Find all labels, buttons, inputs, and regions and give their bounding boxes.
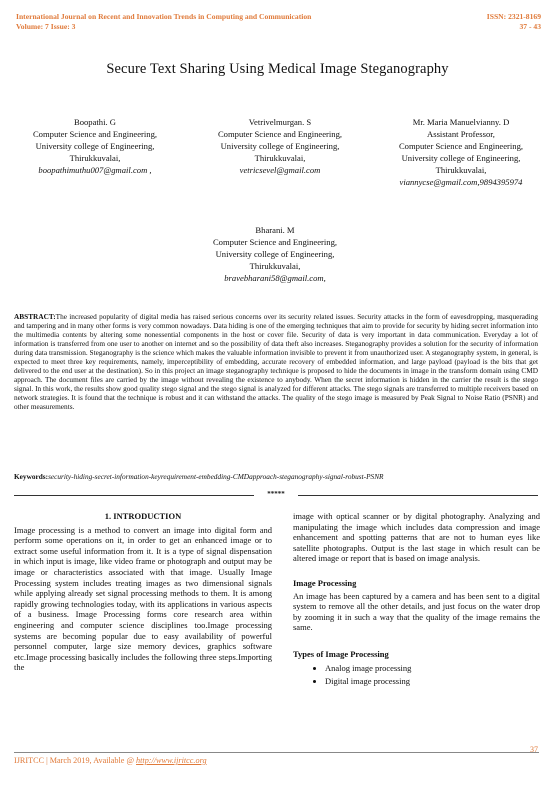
author-city: Thirukkuvalai,	[254, 153, 306, 163]
author-block	[180, 224, 370, 284]
separator-line-left	[14, 495, 254, 496]
abstract-label: ABSTRACT:	[14, 312, 56, 321]
author-college: University college of Engineering,	[220, 141, 340, 151]
abstract-text: The increased popularity of digital media has raised serious concerns over its security related issues. Security attacks in the form of eavesdropping, masquerading and tampering and in many other forms is very common nowadays. Data hiding is one of the emerging techniques that aim to provide for security by hiding secret information into the multimedia contents by altering some nonessential components in the host or cover file. Security of data is very important in data communication. Everyday a lot of information is transferred from one user to another on internet and so the possibility of data theft also increases. Steganography provides a solution for the security of information during data transmission. Steganography is the science which makes the valuable information invisible to prevent it from unauthorized user. A steganography system, in general, is expected to meet three key requirements, namely, imperceptibility of embedding, accurate recovery of embedded information, and large payload (payload is the bits that get delivered to the end user at the destination). So in this project an image steganography technique is proposed to hide the documents in image in the transform domain using CMD approach. The document files are carried by the image without revealing the existence to anybody. When the secret information is hidden in the carrier the result is the stego signal. In this work, the results show good quality stego signal and the stego signal is analyzed for different attacks. The stego signals are transferred to multiple receivers based on network strategies. It is found that the technique is robust and it can withstand the attacks. The quality of the stego image is measured by Peak Signal to Noise Ratio (PSNR) and other measurements.	[14, 312, 538, 412]
author-college: University college of Engineering,	[215, 249, 335, 259]
header-left	[16, 12, 311, 32]
list-item: • Digital image processing	[325, 675, 540, 688]
page-range: 37 - 43	[519, 22, 541, 31]
author-email: vetricsevel@gmail.com	[239, 165, 321, 175]
author-role: Assistant Professor,	[427, 129, 495, 139]
footer-text: IJRITCC | March 2019, Available @	[14, 756, 137, 765]
author-college: University college of Engineering,	[35, 141, 155, 151]
abstract	[14, 312, 538, 412]
author-block	[190, 116, 370, 176]
footer-divider	[14, 752, 539, 753]
page-number: 37	[530, 745, 538, 754]
author-email: viannycse@gmail.com,9894395974	[399, 177, 523, 187]
paper-title: Secure Text Sharing Using Medical Image Steganography	[106, 61, 449, 77]
author-email: boopathimuthu007@gmail.com ,	[38, 165, 152, 175]
types-heading: Types of Image Processing	[293, 648, 389, 659]
author-name: Boopathi. G	[73, 117, 116, 127]
list-item: • Analog image processing	[325, 662, 540, 675]
intro-paragraph: Image processing is a method to convert an image into digital form and perform some operations on it, in order to get an enhanced image or to extract some useful information from it. It is a type of signal dispensation in which input is image, like video frame or photograph and output may be image or characteristics associated with that image. Usually Image Processing system includes treating images as two dimensional signals while applying already set signal processing methods to them. It is among rapidly growing technologies today, with its applications in various aspects of a business. Image Processing forms core research area within engineering and computer science disciplines too.Image processing systems are becoming popular due to easy availability of powerful personnel computer, large size memory devices, graphics software etc.Image processing basically includes the following three steps.Importing the	[14, 524, 272, 673]
author-name: Bharani. M	[255, 225, 295, 235]
intro-heading: 1. INTRODUCTION	[104, 511, 182, 521]
author-city: Thirukkuvalai,	[69, 153, 121, 163]
author-dept: Computer Science and Engineering,	[212, 237, 338, 247]
keywords-text: security-hiding-secret-information-keyrequirement-embedding-CMDapproach-steganography-signal-robust-PSNR	[48, 472, 384, 481]
keywords-label: Keywords:	[14, 472, 49, 481]
image-processing-heading: Image Processing	[293, 577, 357, 588]
section-separator	[14, 490, 538, 500]
footer	[14, 756, 207, 765]
author-city: Thirukkuvalai,	[435, 165, 487, 175]
intro-continuation: image with optical scanner or by digital photography. Analyzing and manipulating the image which includes data compression and image enhancement and spotting patterns that are not to human eyes like satellite photographs. Output is the last stage in which result can be altered image or report that is based on image analysis.	[293, 511, 540, 564]
author-dept: Computer Science and Engineering,	[217, 129, 343, 139]
types-list	[293, 662, 540, 688]
author-name: Vetrivelmurgan. S	[248, 117, 312, 127]
right-column	[293, 511, 540, 688]
separator-stars: *****	[254, 490, 298, 498]
author-dept: Computer Science and Engineering,	[32, 129, 158, 139]
author-city: Thirukkuvalai,	[249, 261, 301, 271]
author-dept: Computer Science and Engineering,	[398, 141, 524, 151]
author-block	[376, 116, 546, 188]
keywords	[14, 472, 538, 481]
journal-name: International Journal on Recent and Innovation Trends in Computing and Communication	[16, 12, 312, 21]
header-right	[487, 12, 541, 32]
author-college: University college of Engineering,	[401, 153, 521, 163]
image-processing-paragraph: An image has been captured by a camera and has been sent to a digital system to remove all the other details, and just focus on the water drop by zooming it in such a way that the quality of the image remains the same.	[293, 590, 540, 633]
author-block	[10, 116, 180, 176]
separator-line-right	[298, 495, 538, 496]
left-column	[14, 511, 272, 673]
volume-issue: Volume: 7 Issue: 3	[16, 22, 76, 31]
author-name: Mr. Maria Manuelvianny. D	[412, 117, 510, 127]
author-email: bravebharani58@gmail.com,	[224, 273, 326, 283]
issn: ISSN: 2321-8169	[486, 12, 541, 21]
footer-link[interactable]: http://www.ijritcc.org	[136, 756, 207, 765]
